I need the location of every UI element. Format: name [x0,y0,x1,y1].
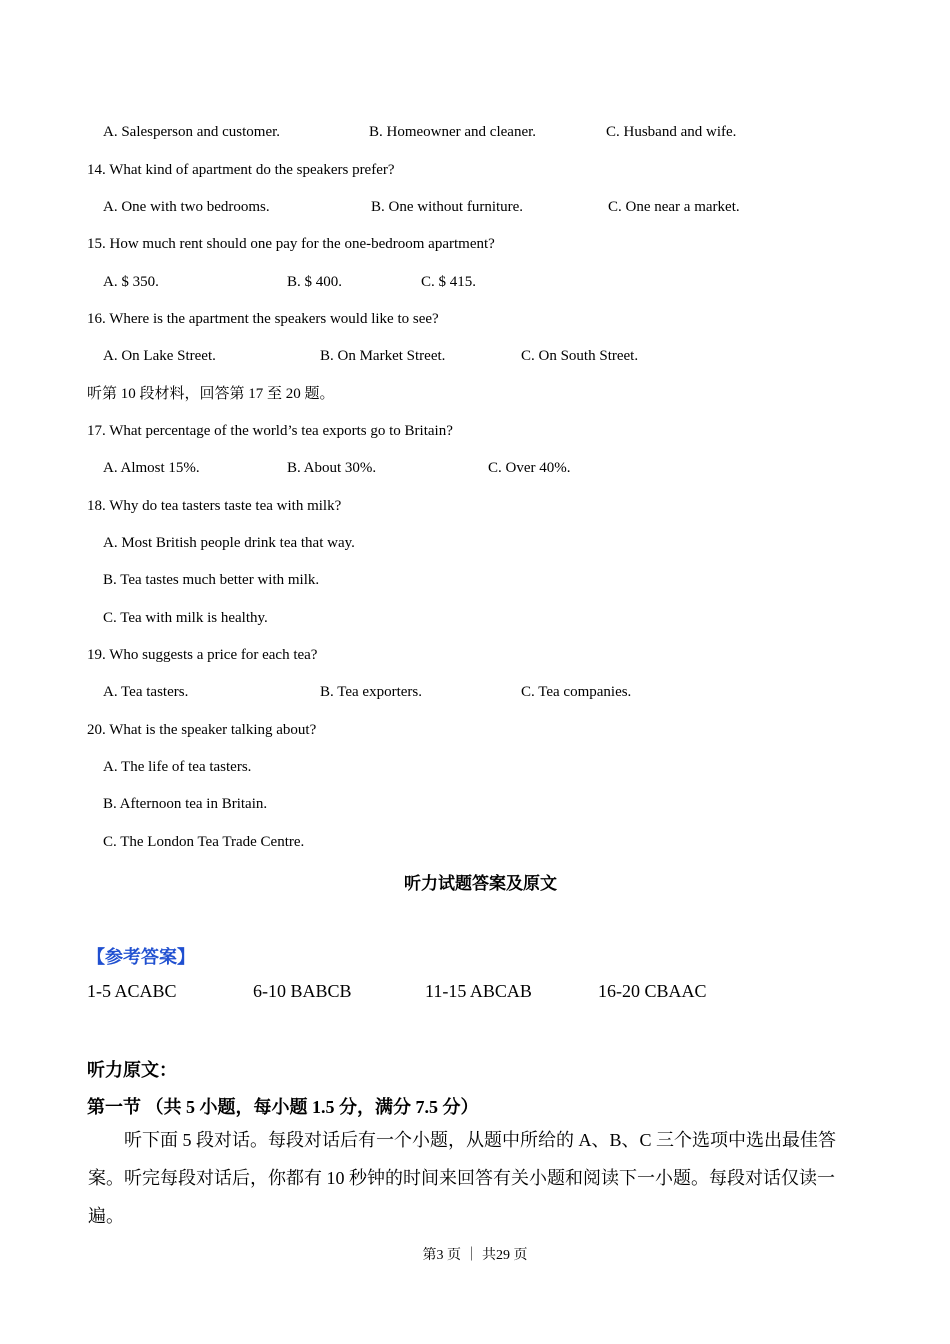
q16-option-c: C. On South Street. [521,348,639,364]
q17-option-c: C. Over 40%. [488,460,571,476]
transcript-label: 听力原文： [87,1060,177,1080]
q20-option-b: B. Afternoon tea in Britain. [103,796,268,812]
q19-option-b: B. Tea exporters. [320,684,422,700]
q16-option-b: B. On Market Street. [320,348,446,364]
q14-option-c: C. One near a market. [608,199,740,215]
q15-question: 15. How much rent should one pay for the one-bedroom apartment? [87,236,495,252]
q19-option-a: A. Tea tasters. [103,684,189,700]
q15-option-a: A. $ 350. [103,274,159,290]
q19-option-c: C. Tea companies. [521,684,632,700]
q13-option-a: A. Salesperson and customer. [103,124,281,140]
answer-key-1-5: 1-5 ACABC [87,981,177,1001]
q18-option-c: C. Tea with milk is healthy. [103,610,268,626]
q18-question: 18. Why do tea tasters taste tea with milk? [87,498,342,514]
answers-title: 听力试题答案及原文 [404,874,557,893]
q20-option-c: C. The London Tea Trade Centre. [103,834,305,850]
q17-option-b: B. About 30%. [287,460,377,476]
q20-question: 20. What is the speaker talking about? [87,722,317,738]
q17-option-a: A. Almost 15%. [103,460,200,476]
q20-option-a: A. The life of tea tasters. [103,759,252,775]
answer-key-6-10: 6-10 BABCB [253,981,352,1001]
q19-question: 19. Who suggests a price for each tea? [87,647,318,663]
q16-question: 16. Where is the apartment the speakers would like to see? [87,311,439,327]
q17-question: 17. What percentage of the world’s tea exports go to Britain? [87,423,453,439]
section10-instruction: 听第 10 段材料，回答第 17 至 20 题。 [87,386,335,402]
q15-option-b: B. $ 400. [287,274,343,290]
section1-instructions: 听下面 5 段对话。每段对话后有一个小题，从题中所给的 A、B、C 三个选项中选出最佳答案。听完每段对话后，你都有 10 秒钟的时间来回答有关小题和阅读下一小题。每段对话仅读一遍。 [88,1130,837,1226]
q13-option-b: B. Homeowner and cleaner. [369,124,537,140]
q18-option-a: A. Most British people drink tea that way. [103,535,355,551]
q13-option-c: C. Husband and wife. [606,124,737,140]
q14-question: 14. What kind of apartment do the speakers prefer? [87,162,395,178]
reference-answer-label: 【参考答案】 [87,947,195,967]
answer-key-11-15: 11-15 ABCAB [425,981,532,1001]
page-footer: 第3 页 ｜ 共29 页 [422,1248,528,1263]
q14-option-a: A. One with two bedrooms. [103,199,270,215]
q15-option-c: C. $ 415. [421,274,477,290]
section1-heading: 第一节 （共 5 小题，每小题 1.5 分，满分 7.5 分） [87,1097,479,1117]
q18-option-b: B. Tea tastes much better with milk. [103,572,320,588]
answer-key-16-20: 16-20 CBAAC [598,981,707,1001]
q14-option-b: B. One without furniture. [371,199,524,215]
q16-option-a: A. On Lake Street. [103,348,216,364]
